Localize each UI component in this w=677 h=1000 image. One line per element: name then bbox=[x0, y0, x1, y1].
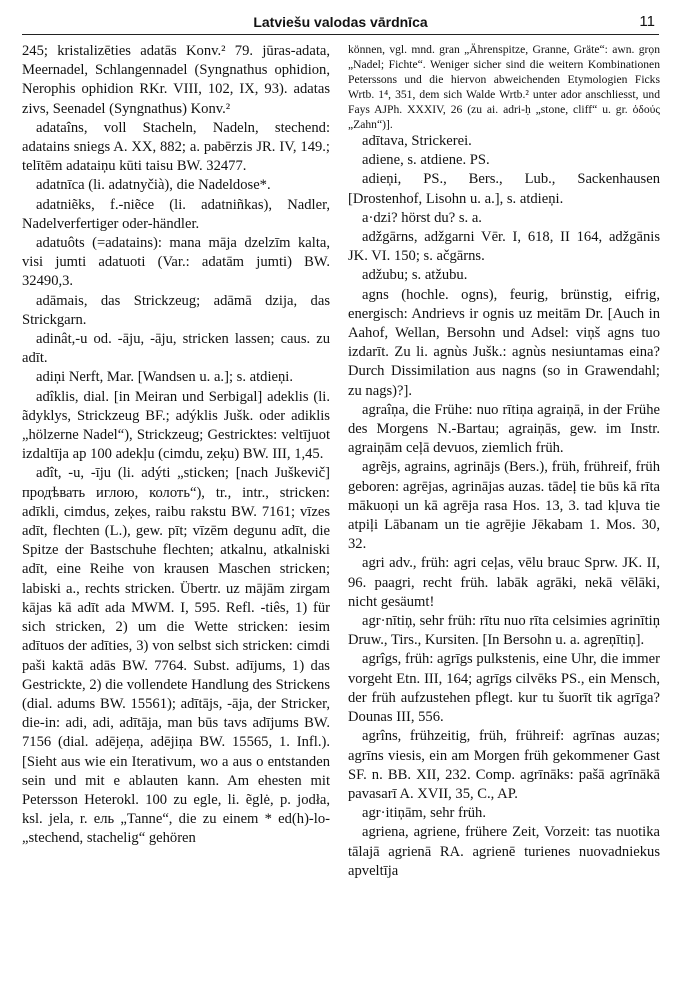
entry: agns (hochle. ogns), feurig, brünstig, eifrig, energisch: Andrievs ir ognis uz meitām Dr. [Auch in Aahof, Wellan, Bersohn und Adsel: viņš agns tuo izdarīt. Zu li. agnùs Jušk.: agnùs nesiuntamas eina? Durch Dissimilation aus nagns (so in Grawendahl; zu nags)?]. bbox=[348, 286, 660, 399]
entry: agraîņa, die Frühe: nuo rītiņa agraiņā, in der Frühe des Morgens N.-Bartau; agraiņās, gew. im Instr. agraiņām ceļā devuos, ziemlich früh. bbox=[348, 401, 660, 457]
entry: adieņi, PS., Bers., Lub., Sackenhausen [Drostenhof, Lisohn u. a.], s. atdieņi. bbox=[348, 171, 660, 207]
entry: adiene, s. atdiene. PS. bbox=[362, 152, 490, 169]
entry: adītava, Strickerei. bbox=[362, 133, 472, 149]
entry: adinât,-u od. -āju, -āju, stricken lassen; caus. zu adīt. bbox=[22, 331, 330, 367]
entry: agri adv., früh: agri ceļas, vēlu brauc Sprw. JK. II, 96. paagri, recht früh. labāk agrāki, nekā vēlāki, nicht gesäumt! bbox=[348, 555, 660, 610]
entry: agr·itiņām, sehr früh. bbox=[362, 805, 487, 822]
entry: adžubu; s. atžubu. bbox=[362, 267, 468, 284]
page-header bbox=[22, 8, 659, 35]
entry: adataîns, voll Stacheln, Nadeln, stechend: adatains sniegs A. XX, 882; a. pabērzis JR. IV, 149.; telītēm adataiņu kūti taisu BW. 32477. bbox=[22, 119, 330, 175]
entry: agr·nītiņ, sehr früh: rītu nuo rīta celsimies agrinītiņ Druw., Tirs., Kursiten. [In Bersohn u. a. agreņītiņ]. bbox=[348, 613, 660, 649]
entry: agrîgs, früh: agrīgs pulkstenis, eine Uhr, die immer vorgeht Etn. III, 164; agrīgs cilvēks PS., ein Mensch, der früh aufzustehen pflegt. kur tu šuorīt tik agrīga? Dounas III, 556. bbox=[348, 651, 660, 726]
entry: können, vgl. mnd. gran „Ährenspitze, Granne, Gräte“: awn. grọn „Nadel; Fichte“. Weniger sicher sind die weitern Kombinationen Peterssons und die hiervon abweichenden Etymologien Ficks Wrtb. 1⁴, 351, dem sich Walde Wrtb.² unter ador anschliesst, und Fays AJPh. XXXIV, 26 (zu ai. adri-ḥ „stone, cliff“ u. gr. ὀδούς „Zahn“)]. bbox=[348, 43, 660, 131]
entry: adît, -u, -īju (li. adýti „sticken; [nach Juškevič] продѣвать иглою, колоть“), tr., intr., stricken: adīkli, cimdus, zeķes, raibu rakstu BW. 7161; vīzes adīt, flechten (L.), gew. pīt; vīzēm degunu adīt, die Spitze der Bastschuhe flechten; atkalnu, atkalniski adīt, eine Reihe von krausen Maschen stricken; labiski a., rechts stricken. Übertr. uz mājām zirgam kājas kā adīt ada MWM. I, 595. Refl. -tiês, 1) für sich stricken, 2) um die Wette stricken: iesim adītuos der adīties, 3) von selbst sich stricken: cimdi paši kaktā adās BW. 7764. Subst. adījums, 1) das Gestrickte, 2) die vollendete Handlung des Strickens (dial. adums BW. 15561); adītājs, -āja, der Stricker, die-in: adi, adi, adītāja, man būs tavs adījums BW. 7156 (dial. adējeņa, adējiņa BW. 15565, 1. Infl.). [Sieht aus wie ein Iterativum, wo a aus o entstanden sein und mit e ablauten kann. Am ehesten mit Petersson Heterokl. 100 zu egle, li. ẽglė, p. jodła, ksl. jela, r. ель „Tanne“, die zu einem * ed(h)-lo- „stechend, stachelig“ gehören bbox=[22, 465, 330, 847]
page-number: 11 bbox=[639, 13, 655, 30]
page-title: Latviešu valodas vārdnīca bbox=[253, 14, 428, 30]
entry: agrẽjs, agrains, agrinājs (Bers.), früh, frühreif, früh geboren: agrējas, agrinājas auzas. tādeļ tie būs kā rīta mākuoņi un kā agrēja rasa Hos. 13, 3. tad kļuva tie atpiļi Lābanam un tie agrējie Jēkabam 1. Mos. 30, 32. bbox=[348, 459, 660, 553]
entry: adžgārns, adžgarni Vēr. I, 618, II 164, adžgānis JK. VI. 150; s. ačgārns. bbox=[348, 229, 660, 265]
entry: adiņi Nerft, Mar. [Wandsen u. a.]; s. atdieņi. bbox=[36, 369, 293, 386]
right-column bbox=[348, 42, 660, 992]
entry: adîklis, dial. [in Meiran und Serbigal] adeklis (li. ãdyklys, Strickzeug BF.; adýklis Jušk. oder adiklis „hölzerne Nadel“), Strickzeug; Gestricktes: veltījuot izdaltīja ap 100 adekļu (cimdu, zeķu) BW. III, 1,45. bbox=[22, 388, 330, 463]
entry: adāmais, das Strickzeug; adāmā dzija, das Strickgarn. bbox=[22, 292, 330, 328]
entry: agrîns, frühzeitig, früh, frühreif: agrīnas auzas; agrīns viesis, ein am Morgen früh gekommener Gast SF. n. BB. XII, 232. Comp. agrīnāks: pašā agrīnākā pavasarī A. XVII, 35, C., AP. bbox=[348, 728, 660, 802]
entry: adatuôts (=adatains): mana māja dzelzīm kalta, visi jumti adatuoti (Var.: adatām jumti) BW. 32490,3. bbox=[22, 235, 330, 290]
left-column bbox=[22, 42, 330, 992]
entry: adatnīca (li. adatnyčià), die Nadeldose*. bbox=[36, 177, 271, 194]
entry: a·dzi? hörst du? s. a. bbox=[362, 209, 482, 226]
entry: adatniẽks, f.-niẽce (li. adatniñkas), Nadler, Nadelverfertiger oder-händler. bbox=[22, 196, 330, 232]
entry: 245; kristalizēties adatās Konv.² 79. jūras-adata, Meernadel, Schlangennadel (Syngnathus ophidion, Nerophis ophidion RKr. VIII, 102, IX, 93). adatas zivs, Seenadel (Syngnathus) Konv.² bbox=[22, 43, 330, 117]
entry: agriena, agriene, frühere Zeit, Vorzeit: tas nuotika tālajā agrienā RA. agrienē turienes nuovadniekus apveltīja bbox=[348, 824, 660, 879]
